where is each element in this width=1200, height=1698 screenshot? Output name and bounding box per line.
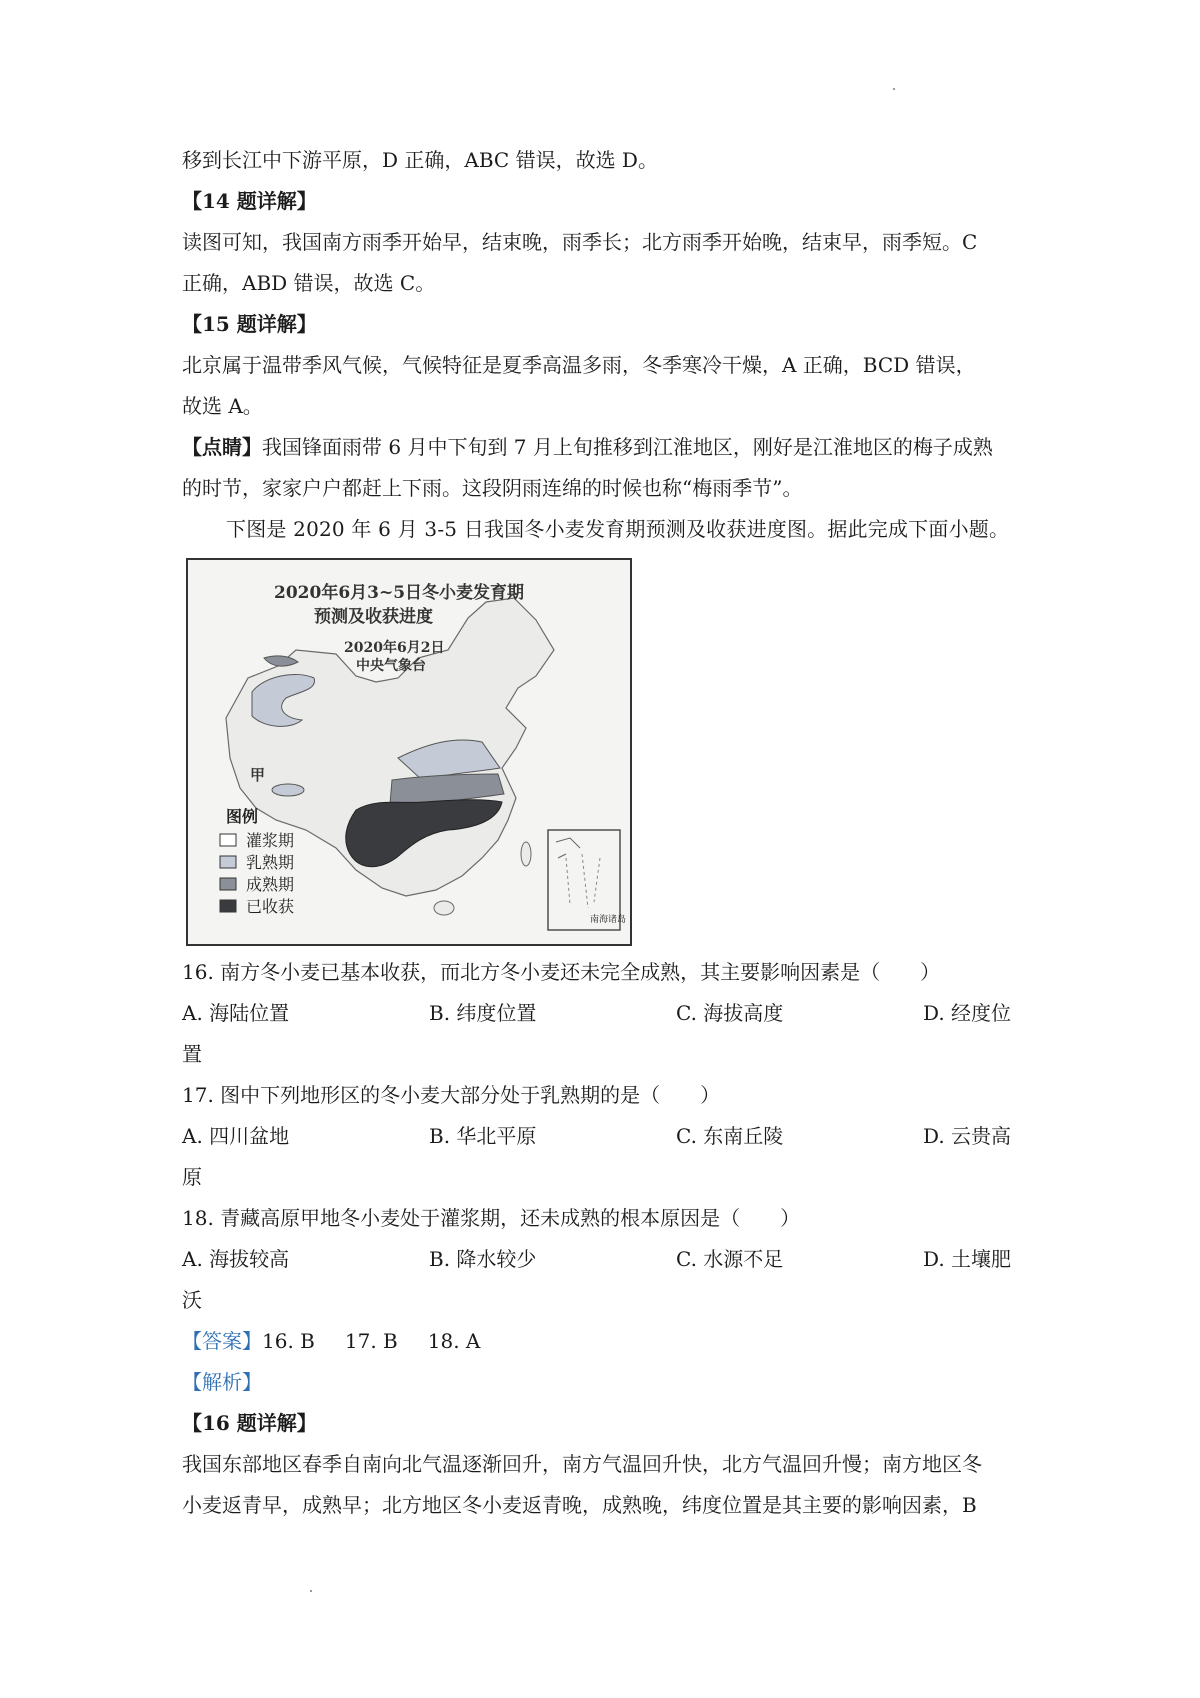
dianjing-label: 【点睛】 xyxy=(182,435,262,459)
map-org: 中央气象台 xyxy=(356,658,426,674)
paragraph: 读图可知，我国南方雨季开始早，结束晚，雨季长；北方雨季开始晚，结束早，雨季短。C xyxy=(182,230,978,254)
option-d[interactable]: D. 土壤肥 xyxy=(923,1247,1012,1271)
option-c[interactable]: C. 水源不足 xyxy=(676,1247,784,1271)
option-d[interactable]: D. 经度位 xyxy=(923,1001,1012,1025)
answer-item: 18. A xyxy=(427,1329,481,1353)
paragraph: 小麦返青早，成熟早；北方地区冬小麦返青晚，成熟晚，纬度位置是其主要的影响因素，B xyxy=(182,1493,977,1517)
south-china-sea-inset xyxy=(548,830,626,930)
legend-swatch xyxy=(220,900,236,912)
option-b[interactable]: B. 华北平原 xyxy=(429,1124,537,1148)
answer-line xyxy=(182,1321,1028,1362)
paragraph: 我国东部地区春季自南向北气温逐渐回升，南方气温回升快，北方气温回升慢；南方地区冬 xyxy=(182,1452,982,1476)
option-d-continuation: 沃 xyxy=(182,1288,202,1312)
legend-swatch xyxy=(220,856,236,868)
answer-item: 17. B xyxy=(344,1329,398,1353)
jia-region xyxy=(272,784,304,796)
question-16-options xyxy=(182,993,1028,1034)
option-b[interactable]: B. 纬度位置 xyxy=(429,1001,537,1025)
figure-intro: 下图是 2020 年 6 月 3-5 日我国冬小麦发育期预测及收获进度图。据此完成下面小题。 xyxy=(226,517,1010,541)
inset-label: 南海诸岛 xyxy=(590,915,627,925)
option-a[interactable]: A. 四川盆地 xyxy=(182,1124,290,1148)
map-title-line2: 预测及收获进度 xyxy=(314,607,433,627)
option-d-continuation: 置 xyxy=(182,1042,202,1066)
option-d[interactable]: D. 云贵高 xyxy=(923,1124,1012,1148)
option-c[interactable]: C. 东南丘陵 xyxy=(676,1124,784,1148)
dianjing-text: 我国锋面雨带 6 月中下旬到 7 月上旬推移到江淮地区，刚好是江淮地区的梅子成熟 xyxy=(262,435,993,459)
taiwan-island xyxy=(521,842,531,866)
map-title-line1: 2020年6月3~5日冬小麦发育期 xyxy=(274,583,525,603)
option-a[interactable]: A. 海拔较高 xyxy=(182,1247,290,1271)
question-18-options xyxy=(182,1239,1028,1280)
place-label-jia: 甲 xyxy=(250,766,266,784)
answer-label: 【答案】 xyxy=(182,1329,262,1353)
document-body xyxy=(182,140,1028,1526)
legend-swatch xyxy=(220,834,236,846)
dianjing-continuation: 的时节，家家户户都赶上下雨。这段阴雨连绵的时候也称“梅雨季节”。 xyxy=(182,476,803,500)
option-c[interactable]: C. 海拔高度 xyxy=(676,1001,784,1025)
wheat-map xyxy=(186,558,632,946)
paragraph: 移到长江中下游平原，D 正确，ABC 错误，故选 D。 xyxy=(182,148,658,172)
hainan-island xyxy=(434,901,454,915)
legend-label: 已收获 xyxy=(246,897,295,916)
paragraph: 故选 A。 xyxy=(182,394,263,418)
scan-speck xyxy=(893,88,895,90)
analysis-label: 【解析】 xyxy=(182,1370,262,1394)
answer-item: 16. B xyxy=(262,1329,315,1353)
question-18-stem: 18. 青藏高原甲地冬小麦处于灌浆期，还未成熟的根本原因是（ ） xyxy=(182,1206,801,1230)
map-date: 2020年6月2日 xyxy=(344,640,445,656)
question-16-stem: 16. 南方冬小麦已基本收获，而北方冬小麦还未完全成熟，其主要影响因素是（ ） xyxy=(182,960,941,984)
legend-title: 图例 xyxy=(226,807,259,826)
option-a[interactable]: A. 海陆位置 xyxy=(182,1001,290,1025)
scan-speck xyxy=(310,1590,312,1592)
section-heading-15: 【15 题详解】 xyxy=(182,312,317,336)
legend-label: 成熟期 xyxy=(246,875,295,894)
legend-swatch xyxy=(220,878,236,890)
paragraph: 北京属于温带季风气候，气候特征是夏季高温多雨，冬季寒冷干燥，A 正确，BCD 错误， xyxy=(182,353,976,377)
dianjing-paragraph xyxy=(182,427,1028,468)
section-heading-14: 【14 题详解】 xyxy=(182,189,317,213)
legend-label: 乳熟期 xyxy=(246,853,295,872)
legend-label: 灌浆期 xyxy=(246,831,295,850)
paragraph: 正确，ABD 错误，故选 C。 xyxy=(182,271,436,295)
question-17-stem: 17. 图中下列地形区的冬小麦大部分处于乳熟期的是（ ） xyxy=(182,1083,721,1107)
option-b[interactable]: B. 降水较少 xyxy=(429,1247,537,1271)
wheat-map-figure xyxy=(186,558,632,946)
option-d-continuation: 原 xyxy=(182,1165,202,1189)
section-heading-16: 【16 题详解】 xyxy=(182,1411,317,1435)
question-17-options xyxy=(182,1116,1028,1157)
